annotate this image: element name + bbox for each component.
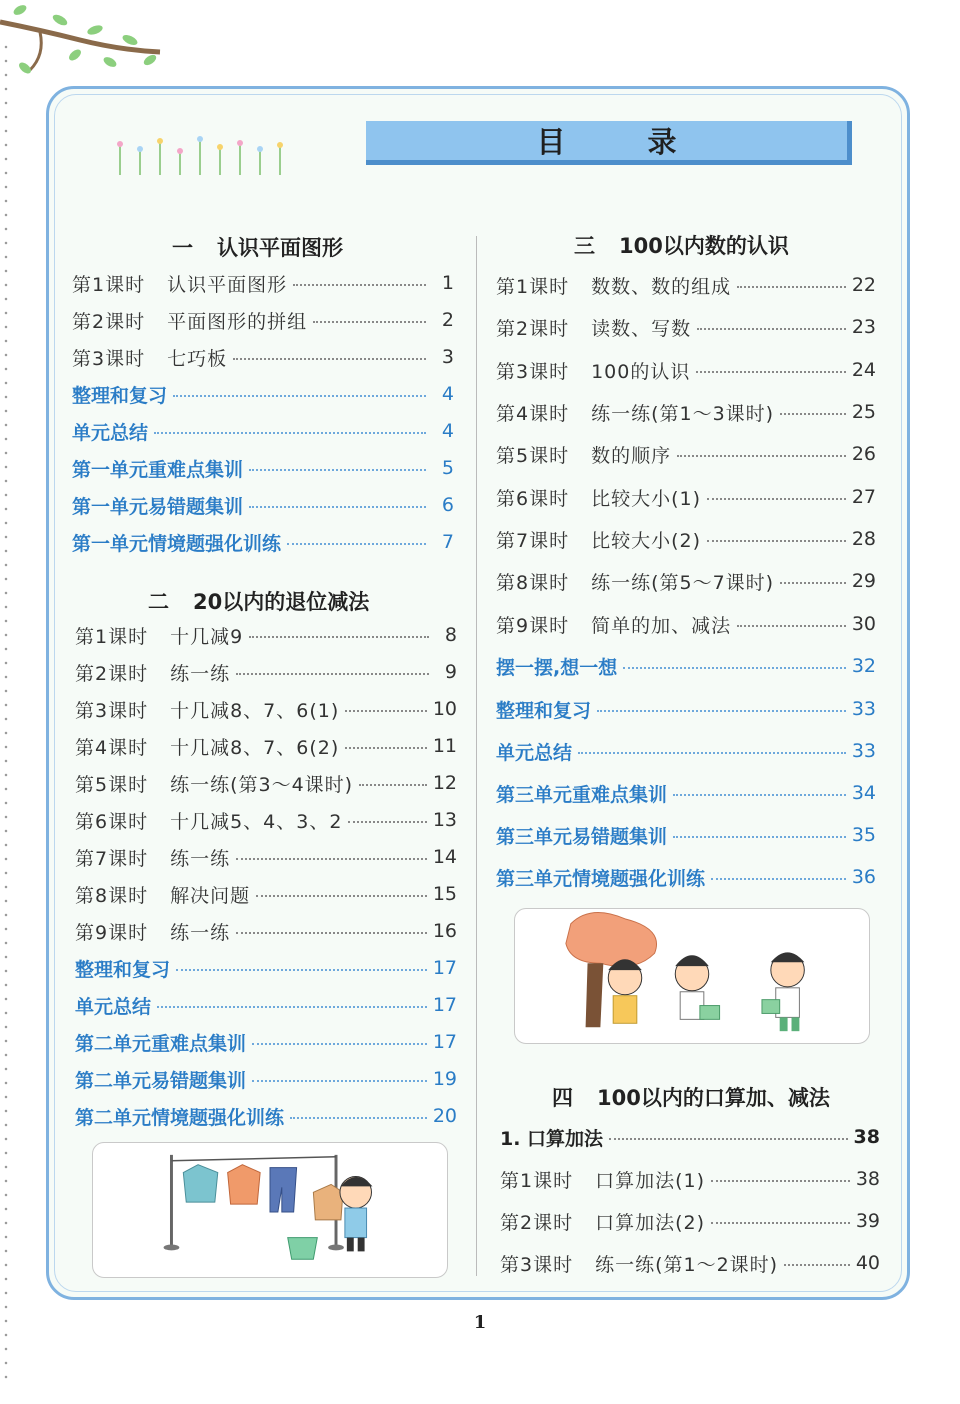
page-ref: 38 [853, 1126, 880, 1148]
binding-dots [4, 40, 8, 1380]
dot-leader [696, 371, 845, 373]
page-ref: 11 [432, 735, 457, 757]
lesson-label: 第6课时 [496, 487, 570, 510]
toc-entry[interactable] [500, 1206, 880, 1236]
page-ref: 7 [441, 531, 454, 553]
toc-entry[interactable] [496, 862, 876, 892]
dot-leader [359, 784, 427, 786]
topic-label: 认识平面图形 [167, 273, 288, 296]
topic-label: 练一练(第1～3课时) [591, 402, 775, 425]
toc-entry[interactable] [500, 1122, 880, 1152]
dot-leader [578, 752, 846, 754]
dot-leader [154, 432, 426, 434]
section-head-3: 三 100以内数的认识 [574, 234, 789, 258]
dot-leader [345, 710, 427, 712]
page-ref: 32 [851, 655, 876, 677]
page-ref: 34 [851, 782, 876, 804]
dot-leader [780, 582, 846, 584]
page-ref: 39 [855, 1210, 880, 1232]
topic-label: 单元总结 [72, 421, 149, 444]
lesson-label: 第1课时 [500, 1169, 574, 1192]
page-ref: 40 [855, 1252, 880, 1274]
dot-leader [707, 498, 846, 500]
topic-label: 整理和复习 [72, 384, 168, 407]
dot-leader [345, 747, 427, 749]
lesson-label: 第3课时 [75, 699, 149, 722]
page-ref: 25 [851, 401, 876, 423]
dot-leader [236, 673, 429, 675]
page-ref: 14 [432, 846, 457, 868]
dot-leader [236, 932, 427, 934]
lesson-label: 第2课时 [75, 662, 149, 685]
page-ref: 35 [851, 824, 876, 846]
page-ref: 9 [444, 661, 457, 683]
topic-label: 整理和复习 [496, 699, 592, 722]
page-ref: 1 [441, 272, 454, 294]
lesson-label: 第6课时 [75, 810, 149, 833]
topic-label: 练一练(第3～4课时) [170, 773, 354, 796]
topic-label: 十几减5、4、3、2 [170, 810, 343, 833]
toc-entry[interactable] [75, 916, 457, 946]
dot-leader [711, 1180, 850, 1182]
page-ref: 16 [432, 920, 457, 942]
page-ref: 19 [432, 1068, 457, 1090]
toc-entry[interactable] [496, 651, 876, 681]
toc-entry[interactable] [75, 879, 457, 909]
toc-entry[interactable] [75, 657, 457, 687]
toc-entry[interactable] [496, 736, 876, 766]
topic-label: 第二单元易错题集训 [75, 1069, 247, 1092]
page-ref: 33 [851, 740, 876, 762]
topic-label: 比较大小(1) [591, 487, 702, 510]
dot-leader [707, 540, 846, 542]
lesson-label: 第7课时 [75, 847, 149, 870]
toc-entry[interactable] [75, 1101, 457, 1131]
toc-entry[interactable] [496, 312, 876, 342]
topic-label: 解决问题 [170, 884, 251, 907]
toc-entry[interactable] [500, 1248, 880, 1278]
toc-entry[interactable] [496, 609, 876, 639]
toc-entry[interactable] [500, 1164, 880, 1194]
toc-entry[interactable] [496, 820, 876, 850]
topic-label: 口算加法(2) [595, 1211, 706, 1234]
topic-label: 平面图形的拼组 [167, 310, 308, 333]
topic-label: 数的顺序 [591, 444, 672, 467]
column-divider [476, 236, 477, 1276]
flowers-decoration [110, 130, 290, 180]
lesson-label: 第2课时 [496, 317, 570, 340]
toc-entry[interactable] [75, 953, 457, 983]
page-ref: 22 [851, 274, 876, 296]
dot-leader [236, 858, 427, 860]
toc-title: 目 录 [536, 125, 713, 159]
dot-leader [711, 878, 846, 880]
page-ref: 15 [432, 883, 457, 905]
toc-entry[interactable] [496, 482, 876, 512]
topic-label: 第一单元易错题集训 [72, 495, 244, 518]
topic-label: 第一单元情境题强化训练 [72, 532, 282, 555]
lesson-label: 第9课时 [75, 921, 149, 944]
toc-entry[interactable] [496, 778, 876, 808]
lesson-label: 第8课时 [75, 884, 149, 907]
page-ref: 3 [441, 346, 454, 368]
topic-label: 练一练(第1～2课时) [595, 1253, 779, 1276]
topic-label: 简单的加、减法 [591, 614, 732, 637]
toc-entry[interactable] [72, 416, 454, 446]
dot-leader [290, 1117, 427, 1119]
dot-leader [233, 358, 426, 360]
toc-entry[interactable] [496, 270, 876, 300]
toc-entry[interactable] [72, 490, 454, 520]
toc-title-bar [366, 121, 852, 165]
toc-entry[interactable] [496, 694, 876, 724]
page-ref: 28 [851, 528, 876, 550]
topic-label: 练一练 [170, 662, 231, 685]
dot-leader [313, 321, 426, 323]
topic-label: 练一练 [170, 847, 231, 870]
toc-entry[interactable] [72, 453, 454, 483]
topic-label: 第三单元重难点集训 [496, 783, 668, 806]
dot-leader [252, 1043, 427, 1045]
lesson-label: 第4课时 [75, 736, 149, 759]
toc-entry[interactable] [72, 379, 454, 409]
page-ref: 17 [432, 957, 457, 979]
topic-label: 第三单元情境题强化训练 [496, 867, 706, 890]
page-ref: 38 [855, 1168, 880, 1190]
toc-entry[interactable] [75, 620, 457, 650]
dot-leader [711, 1222, 850, 1224]
toc-entry[interactable] [75, 805, 457, 835]
toc-entry[interactable] [496, 566, 876, 596]
topic-label: 比较大小(2) [591, 529, 702, 552]
topic-label: 第一单元重难点集训 [72, 458, 244, 481]
page-ref: 29 [851, 570, 876, 592]
page-ref: 10 [432, 698, 457, 720]
page-ref: 24 [851, 359, 876, 381]
topic-label: 数数、数的组成 [591, 275, 732, 298]
section-head-2: 二 20以内的退位减法 [148, 590, 370, 614]
dot-leader [249, 636, 429, 638]
lesson-label: 第1课时 [72, 273, 146, 296]
page-ref: 27 [851, 486, 876, 508]
toc-entry[interactable] [75, 694, 457, 724]
section-head-1: 一 认识平面图形 [172, 236, 343, 260]
toc-entry[interactable] [496, 524, 876, 554]
topic-label: 第二单元情境题强化训练 [75, 1106, 285, 1129]
lesson-label: 第3课时 [496, 360, 570, 383]
topic-label: 练一练(第5～7课时) [591, 571, 775, 594]
page-ref: 26 [851, 443, 876, 465]
dot-leader [609, 1138, 847, 1140]
dot-leader [287, 543, 426, 545]
topic-label: 十几减8、7、6(1) [170, 699, 340, 722]
toc-entry[interactable] [72, 305, 454, 335]
page-ref: 30 [851, 613, 876, 635]
topic-label: 口算加法(1) [595, 1169, 706, 1192]
page-ref: 17 [432, 994, 457, 1016]
topic-label: 整理和复习 [75, 958, 171, 981]
lesson-label: 第1课时 [75, 625, 149, 648]
toc-entry[interactable] [496, 397, 876, 427]
topic-label: 第三单元易错题集训 [496, 825, 668, 848]
page-ref: 20 [432, 1105, 457, 1127]
lesson-label: 第3课时 [72, 347, 146, 370]
topic-label: 摆一摆,想一想 [496, 656, 618, 679]
lesson-label: 第2课时 [500, 1211, 574, 1234]
page-ref: 8 [444, 624, 457, 646]
dot-leader [737, 625, 846, 627]
dot-leader [780, 413, 846, 415]
toc-entry[interactable] [72, 527, 454, 557]
page-ref: 13 [432, 809, 457, 831]
dot-leader [784, 1264, 850, 1266]
dot-leader [623, 667, 846, 669]
tree-branch-decoration [0, 0, 170, 90]
dot-leader [293, 284, 426, 286]
dot-leader [597, 710, 846, 712]
topic-label: 七巧板 [167, 347, 228, 370]
dot-leader [249, 506, 426, 508]
page-ref: 12 [432, 772, 457, 794]
lesson-label: 第2课时 [72, 310, 146, 333]
page-ref: 4 [441, 420, 454, 442]
toc-entry[interactable] [72, 342, 454, 372]
dot-leader [673, 794, 846, 796]
page-ref: 23 [851, 316, 876, 338]
toc-entry[interactable] [496, 439, 876, 469]
toc-entry[interactable] [75, 1064, 457, 1094]
dot-leader [256, 895, 427, 897]
lesson-label: 第1课时 [496, 275, 570, 298]
lesson-label: 第5课时 [75, 773, 149, 796]
dot-leader [737, 286, 846, 288]
topic-label: 单元总结 [496, 741, 573, 764]
topic-label: 读数、写数 [591, 317, 692, 340]
page-ref: 17 [432, 1031, 457, 1053]
lesson-label: 第5课时 [496, 444, 570, 467]
toc-entry[interactable] [72, 268, 454, 298]
page-ref: 36 [851, 866, 876, 888]
topic-label: 单元总结 [75, 995, 152, 1018]
dot-leader [252, 1080, 427, 1082]
toc-entry[interactable] [75, 731, 457, 761]
dot-leader [697, 328, 846, 330]
dot-leader [249, 469, 426, 471]
dot-leader [673, 836, 846, 838]
lesson-label: 第8课时 [496, 571, 570, 594]
page-ref: 2 [441, 309, 454, 331]
dot-leader [677, 455, 846, 457]
illustration-clothesline [92, 1142, 448, 1278]
toc-entry[interactable] [75, 842, 457, 872]
lesson-label: 第4课时 [496, 402, 570, 425]
illustration-children-tree [514, 908, 870, 1044]
topic-label: 1. 口算加法 [500, 1127, 604, 1150]
lesson-label: 第7课时 [496, 529, 570, 552]
page-number: 1 [473, 1312, 487, 1333]
topic-label: 十几减8、7、6(2) [170, 736, 340, 759]
dot-leader [173, 395, 426, 397]
dot-leader [157, 1006, 427, 1008]
page-ref: 33 [851, 698, 876, 720]
topic-label: 十几减9 [170, 625, 244, 648]
lesson-label: 第9课时 [496, 614, 570, 637]
page-ref: 5 [441, 457, 454, 479]
dot-leader [176, 969, 427, 971]
dot-leader [348, 821, 426, 823]
topic-label: 第二单元重难点集训 [75, 1032, 247, 1055]
toc-entry[interactable] [75, 990, 457, 1020]
page-ref: 4 [441, 383, 454, 405]
lesson-label: 第3课时 [500, 1253, 574, 1276]
topic-label: 100的认识 [591, 360, 691, 383]
toc-entry[interactable] [496, 355, 876, 385]
toc-entry[interactable] [75, 768, 457, 798]
page-ref: 6 [441, 494, 454, 516]
section-head-4: 四 100以内的口算加、减法 [552, 1086, 830, 1110]
topic-label: 练一练 [170, 921, 231, 944]
toc-entry[interactable] [75, 1027, 457, 1057]
